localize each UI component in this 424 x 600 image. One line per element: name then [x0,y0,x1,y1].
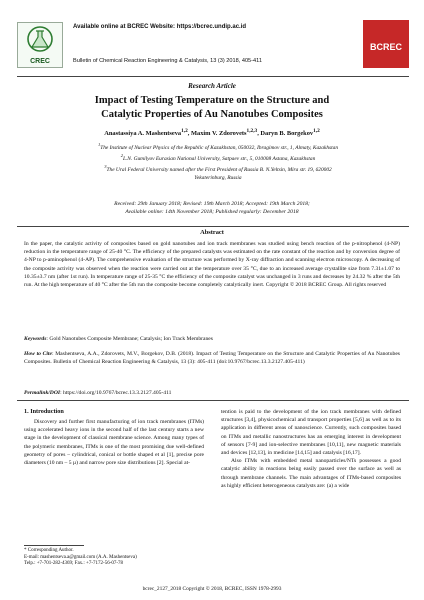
corresponding-phone: Telp.: +7-701-282-4369; Fax.: +7-7172-56-07-78 [24,561,124,567]
introduction-paragraph-3: Also ITMs with embedded metal nanoparticles/NTs possesses a good catalytic ability in reactions being easily passed over the surface as well as through membrane channels. The main advantages of ITMs-based composites as highly efficient heterogeneous catalysts are: (a) a wide [221,458,401,489]
flask-icon [18,23,62,55]
article-type: Research Article [188,82,236,90]
title-line-2: Catalytic Properties of Au Nanotubes Composites [101,109,323,120]
journal-header [17,20,409,74]
corresponding-label: * Corresponding Author. [24,548,74,553]
author-2-affil: 1,2,3 [246,128,258,134]
page-footer: bcrec_2127_2018 Copyright © 2018, BCREC, ISSN 1978-2993 [142,586,282,592]
header-divider [17,76,409,77]
doi-link[interactable]: : https://doi.org/10.9767/bcrec.13.3.2127.405-411 [60,390,172,396]
crec-logo-text: CREC [30,58,50,65]
footnote-rule [24,545,84,546]
dates-line-2: Available online: 14th November 2018; Published regularly: December 2018 [125,208,299,215]
right-column [221,408,401,490]
keywords-text: : Gold Nanotubes Composite Membrane; Catalysis; Ion Track Membranes [46,336,213,342]
affiliation-2: $^2$L.N. Gumilyov Eurasian National University, Satpaev str., 5, 010008 Astana, Kazakhstan [120,153,316,162]
affiliation-1: $^1$The Institute of Nuclear Physics of the Republic of Kazakhstan, 050032, Ibragimov str., 1, Almaty, Kazakhstan [97,142,339,151]
left-column [24,408,204,467]
paper-title [24,94,400,122]
dates-line-1: Received: 29th January 2018; Revised: 19th March 2018; Accepted: 19th March 2018; [114,201,310,207]
body-top-rule [17,400,409,401]
abstract-top-rule [17,226,409,227]
introduction-paragraph-1: Discovery and further first manufacturing of ion track membranes (ITMs) using accelerated heavy ions in the second half of the last century starts a new stage in the development of classical membrane science. Among many types of the polymeric membranes, ITMs is one of the most promising due well-defined geometry of pores – cylindrical, conical or bottle shaped et al [1], precise pore diameters (10 nm – 5 µ) and narrow pore size distributions [2]. Special at- [24,419,204,467]
bulletin-line: Bulletin of Chemical Reaction Engineering & Catalysis, 13 (3) 2018, 405-411 [73,58,262,64]
crec-logo [17,22,63,68]
author-list [24,128,400,137]
author-2: , Maxim V. Zdorovets [187,130,247,138]
availability-line: Available online at BCREC Website: https://bcrec.undip.ac.id [73,24,247,30]
keywords [24,335,400,343]
corresponding-author [24,548,174,568]
keywords-label: Keywords [24,336,47,342]
author-1: Anastassiya A. Mashentseva [104,130,182,138]
permalink-label: Permalink/DOI [24,390,61,396]
how-to-cite-text: : Mashentseva, A.A., Zdorovets, M.V., Borgekov, D.B. (2018). Impact of Testing Temperature on the Structure and Catalytic Properties of Au Nanotubes Composites. Bulletin of Chemical Reaction Engineering & Catalysis, 13 (3): 405-411 (doi:10.9767/bcrec.13.3.2127.405-411) [24,351,400,366]
article-dates [24,201,400,216]
title-line-1: Impact of Testing Temperature on the Structure and [94,95,330,106]
introduction-paragraph-2: tention is paid to the development of the ion track membranes with defined structures [3,4], physicochemical and transport properties [5,6] as well as to its application in different areas of nanoscience. Currently, such composites based on ITMs and metallic nanostructures has an emerging interest in development of sensors [7-9] and ion-selective membranes [10,11], new magnetic materials and devices [12,13], in medicine [14,15] and catalysis [16,17]. [221,409,401,457]
affiliation-3: $^3$The Ural Federal University named after the First President of Russia B. N.Yeltsin, Mira str. 19, 620002 Yekaterinburg, Russia [104,164,332,181]
permalink [24,390,400,396]
corresponding-email: E-mail: mashentseva.a@gmail.com (A.A. Mashentseva) [24,554,137,560]
introduction-heading: 1. Introduction [24,408,64,415]
bcrec-logo [363,20,409,68]
bcrec-logo-text: BCREC [369,42,402,52]
affiliations [88,141,348,182]
how-to-cite [24,350,400,366]
abstract-heading: Abstract [200,229,224,236]
author-3: , Daryn B. Borgekov [257,130,314,138]
how-to-cite-label: How to Cite [24,351,52,357]
abstract-text: In the paper, the catalytic activity of composites based on gold nanotubes and ion track membranes was studied using bench reaction of the p-nitrophenol (4-NP) reduction in the temperature range of 25-40 °C. The efficiency of the prepared catalysts was estimated on the rate constant of the reaction and by conversion degree of 4-NP to p-aminophenol (4-AP). The comprehensive evaluation of the structure was performed by X-ray diffraction and scanning electron microscopy. A decreasing of the composite activity was observed when the reaction were carried out at the temperature over 35 °C, due to an increased average crystallite size from 7.31±1.07 to 10.35±3.7 nm (after 1st run). In temperature range of 25-35 °C the efficiency of the composite catalyst was unchanged in 3 runs and decreases by 24.32 % after the 5th run. At the high temperature of 40 °C after the 5th run the composite become completely catalytically inert. Copyright © 2018 BCREC Group. All rights reserved [24,241,400,289]
author-1-affil: 1,2 [181,128,188,134]
author-3-affil: 1,2 [313,128,320,134]
